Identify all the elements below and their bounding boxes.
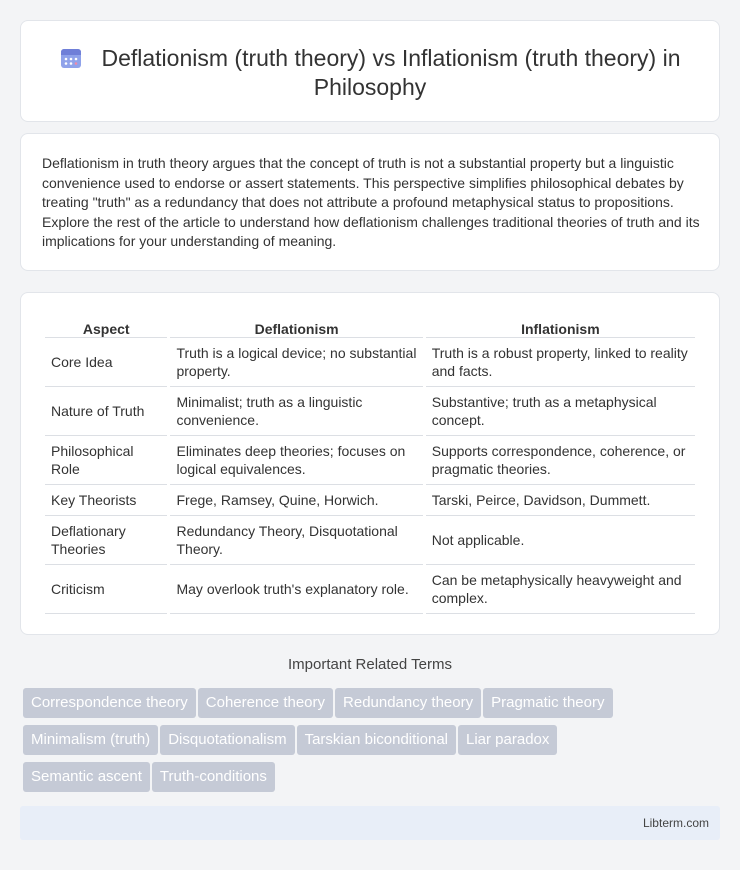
footer [20, 806, 720, 840]
related-term-tag[interactable]: Pragmatic theory [483, 688, 612, 718]
table-cell-aspect: Key Theorists [45, 485, 167, 516]
table-cell-deflationism: Redundancy Theory, Disquotational Theory. [170, 516, 422, 565]
table-cell-aspect: Criticism [45, 565, 167, 614]
related-term-tag[interactable]: Redundancy theory [335, 688, 481, 718]
table-cell-inflationism: Not applicable. [426, 516, 695, 565]
title-wrap [21, 44, 719, 102]
table-cell-aspect: Philosophical Role [45, 436, 167, 485]
table-cell-inflationism: Can be metaphysically heavyweight and complex. [426, 565, 695, 614]
page-title-text: Deflationism (truth theory) vs Inflationism (truth theory) in Philosophy [101, 45, 681, 100]
table-cell-aspect: Nature of Truth [45, 387, 167, 436]
title-card [20, 20, 720, 122]
intro-card [20, 133, 720, 271]
table-cell-deflationism: May overlook truth's explanatory role. [170, 565, 422, 614]
table-header-row [45, 316, 695, 338]
table-row [45, 565, 695, 614]
related-term-tag[interactable]: Coherence theory [198, 688, 333, 718]
footer-site-link[interactable]: Libterm.com [642, 816, 709, 830]
table-cell-deflationism: Truth is a logical device; no substantial property. [170, 338, 422, 387]
table-row [45, 387, 695, 436]
table-row [45, 338, 695, 387]
related-term-tag[interactable]: Tarskian biconditional [297, 725, 456, 755]
calendar-icon [59, 46, 83, 70]
table-cell-inflationism: Substantive; truth as a metaphysical concept. [426, 387, 695, 436]
related-term-tag[interactable]: Disquotationalism [160, 725, 294, 755]
header-aspect: Aspect [45, 316, 167, 338]
related-term-tag[interactable]: Liar paradox [458, 725, 557, 755]
table-cell-aspect: Core Idea [45, 338, 167, 387]
comparison-table [42, 316, 698, 614]
table-cell-aspect: Deflationary Theories [45, 516, 167, 565]
table-cell-deflationism: Minimalist; truth as a linguistic convenience. [170, 387, 422, 436]
header-inflationism: Inflationism [426, 316, 695, 338]
intro-paragraph: Deflationism in truth theory argues that the concept of truth is not a substantial property but a linguistic convenience used to endorse or assert statements. This perspective simplifies philosophical debates by treating "truth" as a redundancy that does not attribute a profound metaphysical status to propositions. Explore the rest of the article to understand how deflationism challenges traditional theories of truth and its implications for your understanding of meaning. [42, 155, 700, 249]
table-cell-deflationism: Eliminates deep theories; focuses on logical equivalences. [170, 436, 422, 485]
header-deflationism: Deflationism [170, 316, 422, 338]
table-row [45, 436, 695, 485]
table-cell-deflationism: Frege, Ramsey, Quine, Horwich. [170, 485, 422, 516]
table-row [45, 516, 695, 565]
comparison-card [20, 292, 720, 635]
table-cell-inflationism: Tarski, Peirce, Davidson, Dummett. [426, 485, 695, 516]
table-row [45, 485, 695, 516]
related-term-tag[interactable]: Correspondence theory [23, 688, 196, 718]
page-title [21, 44, 719, 102]
table-cell-inflationism: Supports correspondence, coherence, or pragmatic theories. [426, 436, 695, 485]
related-terms-list [23, 688, 703, 799]
related-term-tag[interactable]: Minimalism (truth) [23, 725, 158, 755]
table-cell-inflationism: Truth is a robust property, linked to reality and facts. [426, 338, 695, 387]
related-term-tag[interactable]: Truth-conditions [152, 762, 275, 792]
related-term-tag[interactable]: Semantic ascent [23, 762, 150, 792]
related-terms-heading: Important Related Terms [288, 656, 452, 673]
